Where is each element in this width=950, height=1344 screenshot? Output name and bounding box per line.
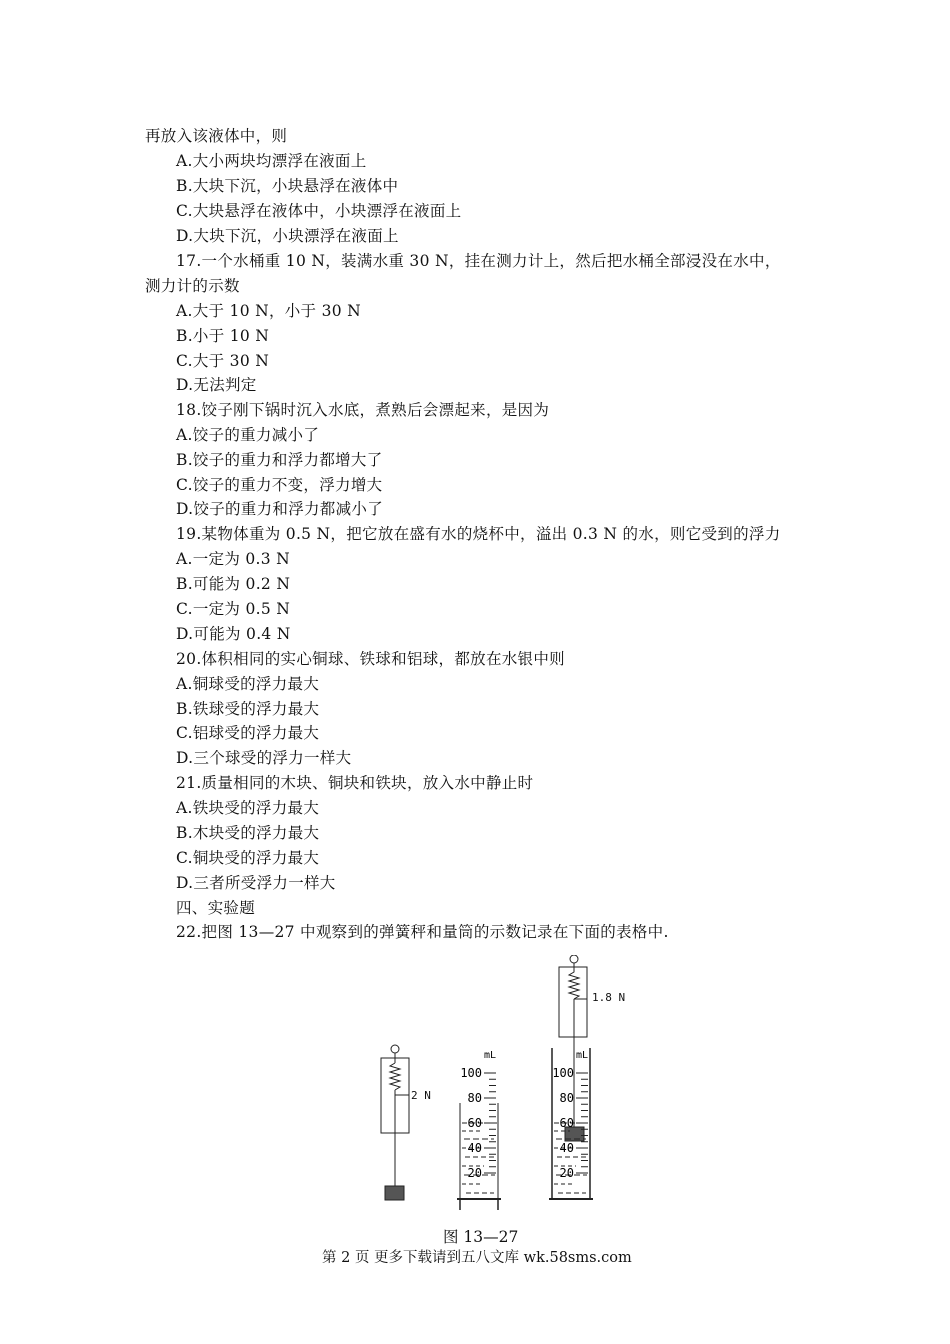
cylinder-tick-label: 20 <box>467 1166 482 1180</box>
cylinder-1-liquid <box>462 1123 497 1193</box>
option-17d: D.无法判定 <box>176 376 257 394</box>
option-18c: C.饺子的重力不变，浮力增大 <box>176 476 383 494</box>
option-21a: A.铁块受的浮力最大 <box>176 799 320 817</box>
cylinder-tick-label: 40 <box>467 1141 482 1155</box>
option-18a: A.饺子的重力减小了 <box>176 426 320 444</box>
option-19c: C.一定为 0.5 N <box>176 600 291 618</box>
option-21d: D.三者所受浮力一样大 <box>176 874 336 892</box>
cylinder-2-scale <box>552 1050 588 1180</box>
graduated-cylinder-1 <box>457 1199 502 1210</box>
option-17b: B.小于 10 N <box>176 327 270 345</box>
option-19b: B.可能为 0.2 N <box>176 575 291 593</box>
option-16d: D.大块下沉，小块漂浮在液面上 <box>176 227 399 245</box>
cylinder-tick-label: 60 <box>467 1116 482 1130</box>
option-21b: B.木块受的浮力最大 <box>176 824 320 842</box>
cylinder-tick-label: 20 <box>559 1166 574 1180</box>
spring-scale-2 <box>559 955 587 1141</box>
question-17: 17.一个水桶重 10 N，装满水重 30 N，挂在测力计上，然后把水桶全部浸没在水中， <box>176 252 781 270</box>
question-18: 18.饺子刚下锅时沉入水底，煮熟后会漂起来，是因为 <box>176 401 550 419</box>
cylinder-tick-label: 80 <box>559 1091 574 1105</box>
figure-13-27 <box>370 955 660 1210</box>
option-20a: A.铜球受的浮力最大 <box>176 675 320 693</box>
cylinder-tick-label: 100 <box>460 1066 482 1080</box>
option-17a: A.大于 10 N，小于 30 N <box>176 302 362 320</box>
section-heading-experiments: 四、实验题 <box>176 899 256 917</box>
scale-2-reading: 1.8 N <box>592 991 626 1004</box>
option-21c: C.铜块受的浮力最大 <box>176 849 320 867</box>
option-20c: C.铝球受的浮力最大 <box>176 724 320 742</box>
question-22: 22.把图 13—27 中观察到的弹簧秤和量筒的示数记录在下面的表格中. <box>176 923 669 941</box>
spring-scale-1 <box>381 1045 409 1200</box>
option-18d: D.饺子的重力和浮力都减小了 <box>176 500 384 518</box>
question-16-continuation: 再放入该液体中，则 <box>145 127 288 145</box>
question-21: 21.质量相同的木块、铜块和铁块，放入水中静止时 <box>176 774 534 792</box>
option-20b: B.铁球受的浮力最大 <box>176 700 320 718</box>
option-19d: D.可能为 0.4 N <box>176 625 291 643</box>
cylinder-tick-label: 100 <box>552 1066 574 1080</box>
page-footer: 第 2 页 更多下载请到五八文库 wk.58sms.com <box>322 1250 632 1266</box>
cylinder-tick-label: 60 <box>559 1116 574 1130</box>
question-19: 19.某物体重为 0.5 N，把它放在盛有水的烧杯中，溢出 0.3 N 的水，则它受到的浮力 <box>176 525 781 543</box>
figure-caption: 图 13—27 <box>443 1228 519 1246</box>
option-16a: A.大小两块均漂浮在液面上 <box>176 152 367 170</box>
option-16c: C.大块悬浮在液体中，小块漂浮在液面上 <box>176 202 462 220</box>
cylinder-unit-label: mL <box>483 1050 497 1061</box>
option-20d: D.三个球受的浮力一样大 <box>176 749 352 767</box>
cylinder-unit-label: mL <box>575 1050 589 1061</box>
cylinder-tick-label: 80 <box>467 1091 482 1105</box>
cylinder-tick-label: 40 <box>559 1141 574 1155</box>
option-18b: B.饺子的重力和浮力都增大了 <box>176 451 383 469</box>
question-17-continuation: 测力计的示数 <box>145 277 240 295</box>
option-19a: A.一定为 0.3 N <box>176 550 290 568</box>
option-16b: B.大块下沉，小块悬浮在液体中 <box>176 177 399 195</box>
option-17c: C.大于 30 N <box>176 352 270 370</box>
cylinder-1-scale <box>460 1050 496 1180</box>
scale-1-reading: 2 N <box>411 1089 431 1102</box>
question-20: 20.体积相同的实心铜球、铁球和铝球，都放在水银中则 <box>176 650 565 668</box>
